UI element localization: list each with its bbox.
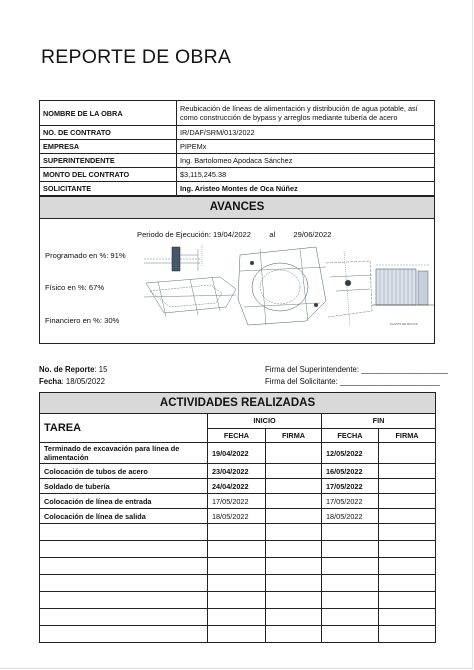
- end-date: 18/05/2022: [322, 509, 379, 524]
- info-value: $3,115,245.38: [177, 168, 435, 182]
- task-name: Colocación de tubos de acero: [40, 464, 208, 479]
- end-signature: [379, 464, 436, 479]
- construction-plan-drawing: [140, 241, 436, 329]
- report-number-value: : 15: [94, 365, 108, 374]
- start-signature: [266, 509, 322, 524]
- task-name: Colocación de línea de salida: [40, 509, 208, 524]
- task-name: Soldado de tubería: [40, 479, 208, 494]
- end-signature: [379, 479, 436, 494]
- info-row-contrato: [40, 126, 435, 140]
- plan-note: PLANTA DE BOCAS: [390, 322, 418, 326]
- table-row: [40, 509, 436, 524]
- start-signature: [266, 443, 322, 464]
- info-label: NO. DE CONTRATO: [40, 126, 177, 140]
- task-name: Terminado de excavación para línea de alimentación: [40, 443, 208, 464]
- start-date: 19/04/2022: [208, 443, 266, 464]
- table-row-empty: [40, 626, 436, 643]
- end-signature: [379, 494, 436, 509]
- info-value: IR/DAF/SRM/013/2022: [177, 126, 435, 140]
- end-date: 17/05/2022: [322, 494, 379, 509]
- project-info-table: [39, 100, 435, 196]
- fisico-percent: Físico en %: 67%: [45, 283, 105, 292]
- start-signature: [266, 464, 322, 479]
- start-date: 24/04/2022: [208, 479, 266, 494]
- table-row-empty: [40, 558, 436, 575]
- start-signature: [266, 479, 322, 494]
- info-label: SOLICITANTE: [40, 182, 177, 196]
- info-label: EMPRESA: [40, 140, 177, 154]
- report-date-value: : 18/05/2022: [61, 377, 105, 386]
- report-date: [39, 377, 105, 386]
- info-value: Ing. Aristeo Montes de Oca Núñez: [177, 182, 435, 196]
- periodo-start: Periodo de Ejecución: 19/04/2022: [137, 230, 251, 239]
- periodo-ejecucion: [137, 230, 331, 239]
- table-row-empty: [40, 609, 436, 626]
- start-date: 18/05/2022: [208, 509, 266, 524]
- info-row-superintendente: [40, 154, 435, 168]
- start-date: 23/04/2022: [208, 464, 266, 479]
- report-number: [39, 365, 107, 374]
- programado-percent: Programado en %: 91%: [45, 251, 126, 260]
- column-group-inicio: INICIO: [208, 414, 322, 429]
- info-value: Reubicación de líneas de alimentación y distribución de agua potable, así como construcción de bypass y arreglos mediante tubería de acero: [177, 101, 435, 126]
- info-value: PIPEMx: [177, 140, 435, 154]
- table-row: [40, 494, 436, 509]
- table-row: [40, 464, 436, 479]
- column-header-firma: FIRMA: [379, 428, 436, 443]
- column-group-fin: FIN: [322, 414, 436, 429]
- financiero-percent: Financiero en %: 30%: [45, 316, 120, 325]
- info-row-nombre: [40, 101, 435, 126]
- table-row-empty: [40, 541, 436, 558]
- info-row-monto: [40, 168, 435, 182]
- end-date: 16/05/2022: [322, 464, 379, 479]
- info-label: MONTO DEL CONTRATO: [40, 168, 177, 182]
- avances-section: [39, 196, 435, 344]
- info-value: Ing. Bartolomeo Apodaca Sánchez: [177, 154, 435, 168]
- info-label: SUPERINTENDENTE: [40, 154, 177, 168]
- periodo-end: 29/06/2022: [293, 230, 332, 239]
- report-date-label: Fecha: [39, 377, 62, 386]
- task-name: Colocación de línea de entrada: [40, 494, 208, 509]
- periodo-sep: al: [269, 230, 276, 239]
- page-title: REPORTE DE OBRA: [41, 46, 232, 68]
- report-number-label: No. de Reporte: [39, 365, 95, 374]
- activities-table: [39, 392, 436, 643]
- end-signature: [379, 443, 436, 464]
- column-header-fecha: FECHA: [208, 428, 266, 443]
- signature-superintendente: Firma del Superintendente: ____________________: [265, 365, 448, 374]
- end-date: 17/05/2022: [322, 479, 379, 494]
- info-row-solicitante: [40, 182, 435, 196]
- start-signature: [266, 494, 322, 509]
- table-row: [40, 479, 436, 494]
- table-row-empty: [40, 575, 436, 592]
- column-header-firma: FIRMA: [266, 428, 322, 443]
- start-date: 17/05/2022: [208, 494, 266, 509]
- info-row-empresa: [40, 140, 435, 154]
- signature-solicitante: Firma del Solicitante: _______________________: [265, 377, 440, 386]
- avances-heading: AVANCES: [40, 197, 434, 219]
- column-header-tarea: TAREA: [40, 414, 208, 443]
- activities-group-row: [40, 414, 436, 429]
- column-header-fecha: FECHA: [322, 428, 379, 443]
- activities-heading: ACTIVIDADES REALIZADAS: [40, 393, 436, 414]
- table-row-empty: [40, 592, 436, 609]
- end-date: 12/05/2022: [322, 443, 379, 464]
- table-row-empty: [40, 524, 436, 541]
- activities-header-row: [40, 393, 436, 414]
- end-signature: [379, 509, 436, 524]
- info-label: NOMBRE DE LA OBRA: [40, 101, 177, 126]
- table-row: [40, 443, 436, 464]
